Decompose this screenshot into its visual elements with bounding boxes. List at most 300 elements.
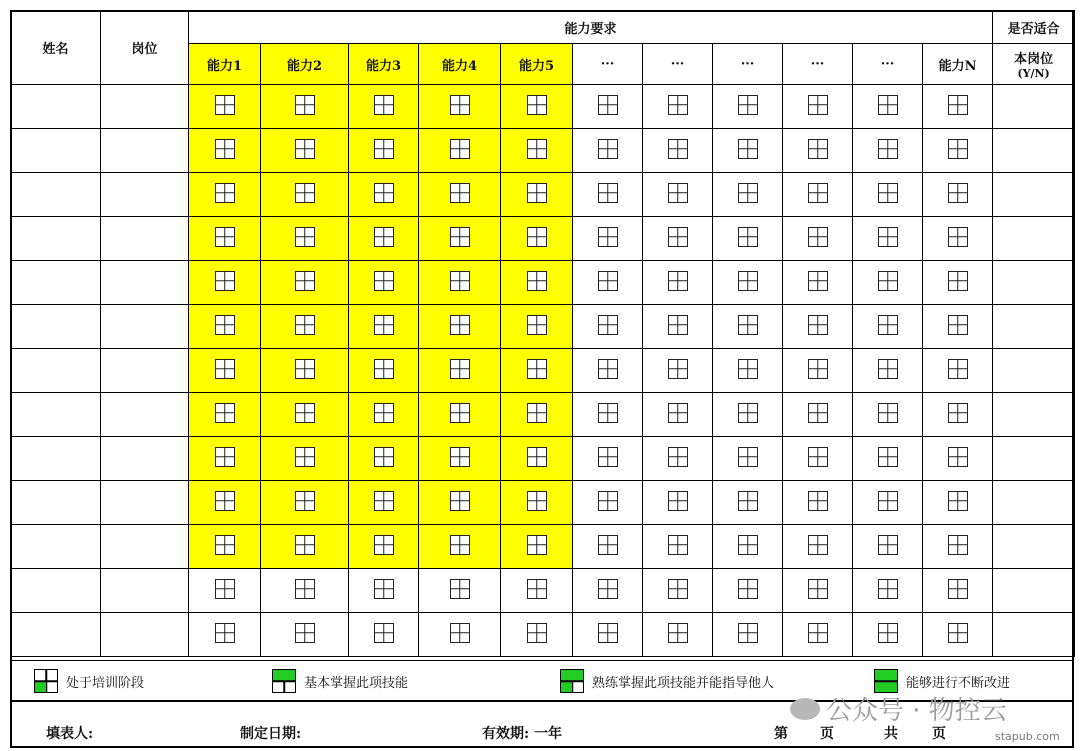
name-cell[interactable] [11,217,101,261]
skill-grid-checkbox[interactable] [738,447,758,467]
skill-grid-checkbox[interactable] [948,491,968,511]
skill-grid-checkbox[interactable] [215,139,235,159]
name-cell[interactable] [11,569,101,613]
skill-grid-checkbox[interactable] [215,183,235,203]
ability-cell [573,173,643,217]
ability-cell [713,173,783,217]
ability-cell [189,569,261,613]
skill-grid-checkbox[interactable] [450,359,470,379]
position-cell[interactable] [101,85,189,129]
skill-grid-checkbox[interactable] [295,359,315,379]
ability-cell [501,481,573,525]
legend-label: 能够进行不断改进 [906,675,1011,691]
name-cell[interactable] [11,481,101,525]
skill-grid-checkbox[interactable] [374,359,394,379]
skill-grid-checkbox[interactable] [598,183,618,203]
skill-grid-checkbox[interactable] [374,447,394,467]
skill-grid-checkbox[interactable] [215,447,235,467]
skill-grid-checkbox[interactable] [668,271,688,291]
suitable-cell[interactable] [993,525,1075,569]
ability-cell [783,85,853,129]
skill-grid-checkbox[interactable] [598,359,618,379]
ability-cell [419,349,501,393]
skill-grid-checkbox[interactable] [878,403,898,423]
suitable-cell[interactable] [993,261,1075,305]
position-cell[interactable] [101,217,189,261]
ability-cell [783,173,853,217]
skill-grid-checkbox[interactable] [738,359,758,379]
skill-grid-checkbox[interactable] [598,403,618,423]
ability-cell [853,525,923,569]
table-row [11,129,1075,173]
skill-grid-checkbox[interactable] [948,95,968,115]
skill-grid-checkbox[interactable] [808,623,828,643]
ability-cell [501,129,573,173]
ability-cell [853,217,923,261]
name-cell[interactable] [11,129,101,173]
ability-cell [643,569,713,613]
skill-grid-checkbox[interactable] [738,579,758,599]
skill-grid-checkbox[interactable] [948,403,968,423]
skill-grid-checkbox[interactable] [668,183,688,203]
ability-cell [573,525,643,569]
ability-cell [783,569,853,613]
header-ability-8: ··· [713,44,783,85]
skill-grid-checkbox[interactable] [668,403,688,423]
skill-grid-checkbox[interactable] [878,227,898,247]
position-cell[interactable] [101,481,189,525]
skill-grid-checkbox[interactable] [374,403,394,423]
skill-grid-checkbox[interactable] [527,183,547,203]
suitable-cell[interactable] [993,173,1075,217]
skill-grid-checkbox[interactable] [878,271,898,291]
date-label: 制定日期: [240,726,302,742]
position-cell[interactable] [101,173,189,217]
ability-cell [261,173,349,217]
ability-cell [501,85,573,129]
ability-cell [501,569,573,613]
skill-grid-checkbox[interactable] [598,95,618,115]
skill-grid-checkbox[interactable] [808,491,828,511]
table-row [11,393,1075,437]
skill-grid-checkbox[interactable] [527,623,547,643]
skill-grid-checkbox[interactable] [598,579,618,599]
ability-cell [501,349,573,393]
skill-grid-checkbox[interactable] [527,95,547,115]
ability-cell [189,613,261,657]
skill-grid-checkbox[interactable] [878,623,898,643]
legend-label: 处于培训阶段 [66,675,145,691]
skill-grid-checkbox[interactable] [948,623,968,643]
skill-grid-checkbox[interactable] [295,139,315,159]
position-cell[interactable] [101,349,189,393]
skill-grid-checkbox[interactable] [738,139,758,159]
skill-grid-checkbox[interactable] [450,183,470,203]
ability-cell [643,349,713,393]
legend-item-proficient [560,669,774,693]
skill-grid-checkbox[interactable] [738,535,758,555]
wechat-icon [790,698,820,720]
ability-cell [643,217,713,261]
header-name: 姓名 [11,11,101,85]
ability-cell [419,613,501,657]
header-ability-10: ··· [853,44,923,85]
skill-grid-checkbox[interactable] [527,447,547,467]
skill-grid-checkbox[interactable] [295,227,315,247]
watermark-site: stapub.com [995,730,1060,743]
suitable-cell[interactable] [993,85,1075,129]
skill-grid-checkbox[interactable] [450,623,470,643]
skill-grid-checkbox[interactable] [738,623,758,643]
ability-cell [349,217,419,261]
skill-grid-checkbox[interactable] [295,447,315,467]
skill-grid-checkbox[interactable] [948,447,968,467]
skill-grid-checkbox[interactable] [598,315,618,335]
ability-cell [713,129,783,173]
skill-grid-checkbox[interactable] [808,315,828,335]
skill-grid-checkbox[interactable] [668,315,688,335]
skill-grid-checkbox[interactable] [808,359,828,379]
skill-grid-checkbox[interactable] [878,315,898,335]
skill-grid-checkbox[interactable] [450,227,470,247]
skill-grid-checkbox[interactable] [295,579,315,599]
skill-grid-checkbox[interactable] [374,623,394,643]
skill-grid-checkbox[interactable] [527,403,547,423]
ability-cell [501,173,573,217]
ability-cell [349,305,419,349]
skill-grid-checkbox[interactable] [878,183,898,203]
skill-grid-checkbox[interactable] [374,315,394,335]
skill-grid-checkbox[interactable] [374,271,394,291]
suitable-cell[interactable] [993,613,1075,657]
page-prefix: 第 [774,726,788,742]
skill-grid-checkbox[interactable] [374,183,394,203]
ability-cell [643,393,713,437]
skill-grid-checkbox[interactable] [215,579,235,599]
skill-grid-checkbox[interactable] [527,139,547,159]
skill-grid-checkbox[interactable] [668,227,688,247]
ability-cell [261,481,349,525]
skill-grid-checkbox[interactable] [450,95,470,115]
legend-label: 基本掌握此项技能 [304,675,409,691]
ability-cell [783,393,853,437]
ability-cell [261,525,349,569]
ability-cell [349,481,419,525]
ability-cell [349,437,419,481]
skill-grid-checkbox[interactable] [878,359,898,379]
ability-cell [853,305,923,349]
skill-grid-checkbox[interactable] [450,139,470,159]
skill-grid-checkbox[interactable] [808,447,828,467]
skill-grid-checkbox[interactable] [215,623,235,643]
table-row [11,261,1075,305]
ability-cell [783,349,853,393]
ability-cell [643,305,713,349]
skill-grid-checkbox[interactable] [295,183,315,203]
ability-cell [643,261,713,305]
name-cell[interactable] [11,261,101,305]
skill-grid-checkbox[interactable] [738,227,758,247]
ability-cell [643,613,713,657]
skill-grid-checkbox[interactable] [808,95,828,115]
skill-grid-checkbox[interactable] [668,623,688,643]
ability-cell [853,85,923,129]
ability-cell [853,437,923,481]
ability-cell [713,305,783,349]
table-row [11,349,1075,393]
skill-grid-checkbox[interactable] [738,183,758,203]
position-cell[interactable] [101,437,189,481]
ability-cell [853,393,923,437]
ability-cell [573,305,643,349]
skill-grid-checkbox[interactable] [668,491,688,511]
ability-cell [643,173,713,217]
skill-grid-checkbox[interactable] [948,139,968,159]
ability-cell [419,437,501,481]
ability-cell [261,349,349,393]
skill-grid-checkbox[interactable] [527,271,547,291]
ability-cell [573,349,643,393]
position-cell[interactable] [101,613,189,657]
legend-box-icon [34,669,58,693]
suitable-cell[interactable] [993,129,1075,173]
ability-cell [573,217,643,261]
header-ability-9: ··· [783,44,853,85]
ability-cell [419,85,501,129]
ability-cell [783,525,853,569]
name-cell[interactable] [11,305,101,349]
skill-grid-checkbox[interactable] [878,447,898,467]
ability-cell [261,261,349,305]
skill-grid-checkbox[interactable] [808,403,828,423]
skill-grid-checkbox[interactable] [295,315,315,335]
skill-grid-checkbox[interactable] [374,491,394,511]
position-cell[interactable] [101,261,189,305]
skill-grid-checkbox[interactable] [948,227,968,247]
skill-grid-checkbox[interactable] [215,95,235,115]
ability-cell [261,437,349,481]
name-cell[interactable] [11,613,101,657]
skill-grid-checkbox[interactable] [374,95,394,115]
name-cell[interactable] [11,437,101,481]
skill-grid-checkbox[interactable] [598,623,618,643]
skill-grid-checkbox[interactable] [374,535,394,555]
suitable-cell[interactable] [993,217,1075,261]
suitable-cell[interactable] [993,437,1075,481]
skill-grid-checkbox[interactable] [215,271,235,291]
validity-label: 有效期: 一年 [482,726,563,742]
skill-grid-checkbox[interactable] [808,271,828,291]
skill-grid-checkbox[interactable] [598,227,618,247]
ability-cell [261,217,349,261]
skill-grid-checkbox[interactable] [295,95,315,115]
skill-grid-checkbox[interactable] [295,403,315,423]
ability-cell [419,261,501,305]
skill-grid-checkbox[interactable] [374,227,394,247]
position-cell[interactable] [101,393,189,437]
header-ability-3: 能力3 [349,44,419,85]
skill-grid-checkbox[interactable] [878,535,898,555]
skill-grid-checkbox[interactable] [668,535,688,555]
ability-cell [853,569,923,613]
skill-grid-checkbox[interactable] [450,579,470,599]
ability-cell [573,261,643,305]
ability-cell [643,129,713,173]
skill-grid-checkbox[interactable] [738,271,758,291]
skill-grid-checkbox[interactable] [878,139,898,159]
suitable-cell[interactable] [993,349,1075,393]
skill-grid-checkbox[interactable] [668,95,688,115]
ability-cell [573,481,643,525]
ability-cell [853,173,923,217]
skill-grid-checkbox[interactable] [948,271,968,291]
ability-cell [349,613,419,657]
skill-grid-checkbox[interactable] [738,491,758,511]
legend-item-training [34,669,144,693]
skill-grid-checkbox[interactable] [295,271,315,291]
header-ability-7: ··· [643,44,713,85]
skill-grid-checkbox[interactable] [527,315,547,335]
ability-cell [261,393,349,437]
ability-cell [189,437,261,481]
legend-label: 熟练掌握此项技能并能指导他人 [592,675,775,691]
skill-grid-checkbox[interactable] [527,579,547,599]
skill-grid-checkbox[interactable] [668,579,688,599]
skill-grid-checkbox[interactable] [527,227,547,247]
skill-grid-checkbox[interactable] [808,535,828,555]
skill-grid-checkbox[interactable] [808,139,828,159]
skill-grid-checkbox[interactable] [215,227,235,247]
skill-grid-checkbox[interactable] [878,579,898,599]
skill-grid-checkbox[interactable] [738,315,758,335]
ability-cell [573,613,643,657]
ability-cell [261,305,349,349]
ability-cell [189,305,261,349]
skill-grid-checkbox[interactable] [450,403,470,423]
skill-grid-checkbox[interactable] [668,359,688,379]
ability-cell [189,393,261,437]
skill-grid-checkbox[interactable] [215,491,235,511]
suitable-cell[interactable] [993,305,1075,349]
ability-cell [189,85,261,129]
skill-grid-checkbox[interactable] [948,359,968,379]
ability-cell [643,85,713,129]
header-position: 岗位 [101,11,189,85]
skill-grid-checkbox[interactable] [808,579,828,599]
ability-cell [573,129,643,173]
skill-grid-checkbox[interactable] [668,139,688,159]
position-cell[interactable] [101,305,189,349]
suitable-cell[interactable] [993,481,1075,525]
ability-cell [261,569,349,613]
header-suitable: 是否适合 [993,11,1075,44]
name-cell[interactable] [11,173,101,217]
skill-grid-checkbox[interactable] [668,447,688,467]
header-suitable-sub [993,44,1075,85]
name-cell[interactable] [11,393,101,437]
skill-grid-checkbox[interactable] [215,359,235,379]
skill-grid-checkbox[interactable] [738,95,758,115]
skill-grid-checkbox[interactable] [527,359,547,379]
ability-cell [349,349,419,393]
ability-cell [189,349,261,393]
name-cell[interactable] [11,349,101,393]
suitable-cell[interactable] [993,393,1075,437]
skill-grid-checkbox[interactable] [738,403,758,423]
skill-grid-checkbox[interactable] [598,139,618,159]
skill-grid-checkbox[interactable] [527,491,547,511]
skill-grid-checkbox[interactable] [295,491,315,511]
ability-cell [349,261,419,305]
ability-cell [853,261,923,305]
header-suitable-line2: 本岗位 [1014,52,1054,67]
position-cell[interactable] [101,569,189,613]
name-cell[interactable] [11,85,101,129]
ability-cell [643,437,713,481]
skill-grid-checkbox[interactable] [450,491,470,511]
ability-cell [419,173,501,217]
table-row [11,305,1075,349]
skill-grid-checkbox[interactable] [215,403,235,423]
ability-cell [349,525,419,569]
name-cell[interactable] [11,525,101,569]
skill-grid-checkbox[interactable] [295,623,315,643]
ability-cell [713,525,783,569]
position-cell[interactable] [101,129,189,173]
skill-grid-checkbox[interactable] [295,535,315,555]
skill-grid-checkbox[interactable] [808,183,828,203]
ability-cell [923,437,993,481]
skill-grid-checkbox[interactable] [598,535,618,555]
header-ability-1: 能力1 [189,44,261,85]
skill-grid-checkbox[interactable] [948,579,968,599]
ability-cell [783,613,853,657]
suitable-cell[interactable] [993,569,1075,613]
ability-cell [189,525,261,569]
skill-grid-checkbox[interactable] [450,271,470,291]
skill-grid-checkbox[interactable] [450,447,470,467]
skill-grid-checkbox[interactable] [215,315,235,335]
ability-cell [573,569,643,613]
skill-grid-checkbox[interactable] [598,447,618,467]
skill-grid-checkbox[interactable] [374,139,394,159]
skill-grid-checkbox[interactable] [215,535,235,555]
skill-grid-checkbox[interactable] [450,315,470,335]
skill-grid-checkbox[interactable] [598,271,618,291]
skill-grid-checkbox[interactable] [598,491,618,511]
skill-grid-checkbox[interactable] [527,535,547,555]
header-ability-11: 能力N [923,44,993,85]
skill-grid-checkbox[interactable] [450,535,470,555]
ability-cell [923,613,993,657]
ability-cell [419,393,501,437]
skill-grid-checkbox[interactable] [948,183,968,203]
skill-grid-checkbox[interactable] [878,95,898,115]
skill-grid-checkbox[interactable] [374,579,394,599]
ability-cell [713,481,783,525]
table-row [11,85,1075,129]
ability-cell [923,569,993,613]
watermark-text: 公众号 · 物控云 [826,696,1007,726]
skill-grid-checkbox[interactable] [878,491,898,511]
legend-box-icon [272,669,296,693]
skill-grid-checkbox[interactable] [808,227,828,247]
table-row [11,481,1075,525]
skill-grid-checkbox[interactable] [948,315,968,335]
skill-grid-checkbox[interactable] [948,535,968,555]
total-suffix: 页 [932,726,946,742]
position-cell[interactable] [101,525,189,569]
